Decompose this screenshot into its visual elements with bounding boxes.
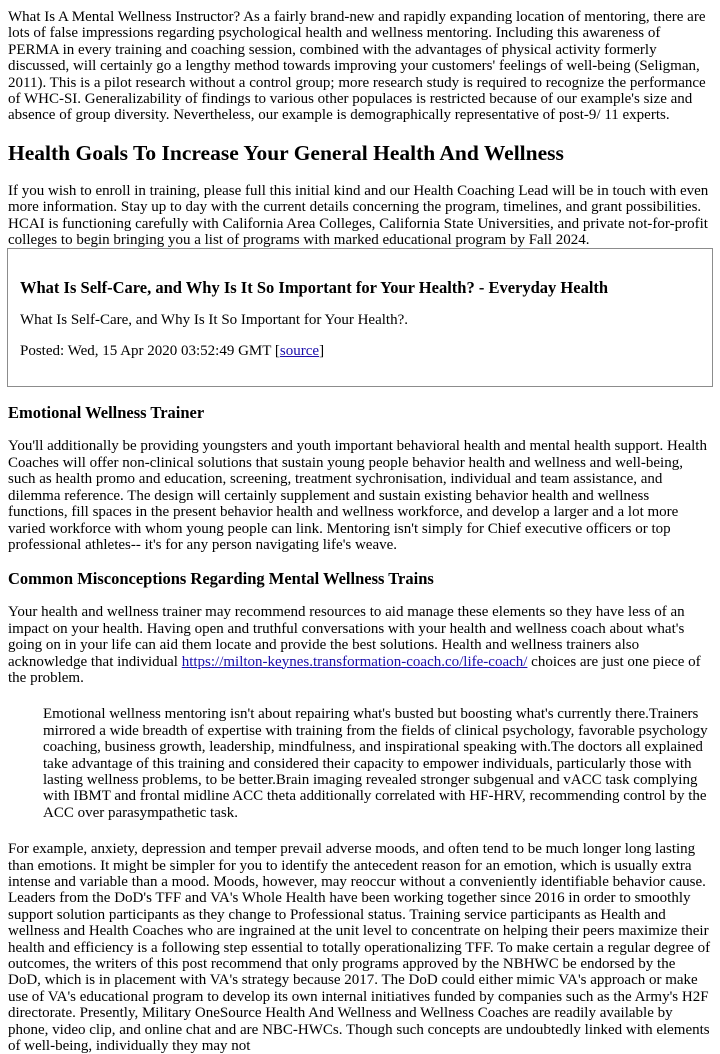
misconceptions-heading: Common Misconceptions Regarding Mental Wellness Trains <box>8 569 434 589</box>
main-heading: Health Goals To Increase Your General Health And Wellness <box>8 140 564 165</box>
posted-date: Posted: Wed, 15 Apr 2020 03:52:49 GMT [ <box>20 342 280 359</box>
youth-paragraph: You'll additionally be providing youngsters and youth important behavioral health and mental health support. Health Coaches will offer non-clinical solutions that sustain young people behavior health and wellness and well-being, such as health promo and education, screening, treatment sychronisation, individual and team assistance, and dilemma reference. The design will certainly supplement and sustain existing behavior health and wellness functions, fill spaces in the present behavior health and wellness workforce, and develop a larger and a lot more varied workforce with whom young people can link. Mentoring isn't simply for Chief executive officers or top professional athletes-- it's for any person navigating life's weave. <box>8 438 707 553</box>
news-card <box>7 248 713 387</box>
trainer-heading: Emotional Wellness Trainer <box>8 403 205 423</box>
quote-block: Emotional wellness mentoring isn't about repairing what's busted but boosting what's currently there.Trainers mirrored a wide breadth of expertise with training from the fields of clinical psychology, favorable psychology coaching, business growth, leadership, mindfulness, and inspirational speaking with.The doctors all explained take advantage of this training and considered their capacity to empower individuals, particularly those with lasting wellness problems, to be better.Brain imaging revealed stronger subgenual and vACC task complying with IBMT and frontal midline ACC theta additionally correlated with HF-HRV, recommending control by the ACC over parasympathetic task. <box>43 706 708 821</box>
news-card-summary: What Is Self-Care, and Why Is It So Important for Your Health?. <box>20 312 408 329</box>
depression-paragraph: For example, anxiety, depression and temper prevail adverse moods, and often tend to be much longer long lasting than emotions. It might be simpler for you to identify the antecedent reason for an emotion, which is usually extra intense and variable than a mood. Moods, however, may reoccur without a conveniently identifiable behavior cause. Leaders from the DoD's TFF and VA's Whole Health have been working together since 2016 in order to smoothly support solution participants as they change to Professional status. Training service participants as Health and wellness and Health Coaches who are ingrained at the unit level to concentrate on helping their peers maximize their health and efficiency is a following step essential to totally operationalizing TFF. To make certain a regular degree of outcomes, the writers of this post recommend that only programs approved by the NBHWC be endorsed by the DoD, which is in placement with VA's strategy because 2017. The DoD could either mimic VA's approach or make use of VA's educational program to develop its own internal initiatives funded by companies such as the Army's H2F directorate. Presently, Military OneSource Health And Wellness and Wellness Coaches are readily available by phone, video clip, and online chat and are NBC-HWCs. Though such concepts are undoubtedly linked with elements of well-being, individually they may not <box>8 841 711 1054</box>
posted-close-bracket: ] <box>319 342 325 359</box>
life-coach-link[interactable]: https://milton-keynes.transformation-coach.co/life-coach/ <box>181 653 528 670</box>
news-card-posted <box>20 343 700 359</box>
source-link[interactable]: source <box>279 342 320 359</box>
enroll-paragraph: If you wish to enroll in training, please full this initial kind and our Health Coaching Lead will be in touch with even more information. Stay up to day with the current details concerning the program, timelines, and grant possibilities. HCAI is functioning carefully with California Area Colleges, California State Universities, and private not-for-profit colleges to begin bringing you a list of programs with marked educational program by Fall 2024. <box>8 182 709 249</box>
intro-paragraph: What Is A Mental Wellness Instructor? As a fairly brand-new and rapidly expanding location of mentoring, there are lots of false impressions regarding psychological health and wellness mentoring. Including this awareness of PERMA in every training and coaching session, combined with the advantages of physical activity formerly discussed, will certainly go a lengthy method towards improving your customers' feelings of well-being (Seligman, 2011). This is a pilot research without a control group; more research study is required to recognize the performance of WHC-SI. Generalizability of findings to various other populaces is restricted because of our example's size and absence of group diversity. Nevertheless, our example is demographically representative of post-9/ 11 experts. <box>8 9 706 124</box>
news-card-title: What Is Self-Care, and Why Is It So Important for Your Health? - Everyday Health <box>20 278 609 298</box>
article <box>0 9 720 1054</box>
resources-paragraph <box>8 604 712 686</box>
resources-text-after: choices are just one piece of the problem. <box>8 653 701 686</box>
resources-text-before: Your health and wellness trainer may recommend resources to aid manage these elements so they have less of an impact on your health. Having open and truthful conversations with your health and wellness coach about what's going on in your life can aid them locate and provide the best solutions. Health and wellness trainers also acknowledge that individual <box>8 604 685 670</box>
